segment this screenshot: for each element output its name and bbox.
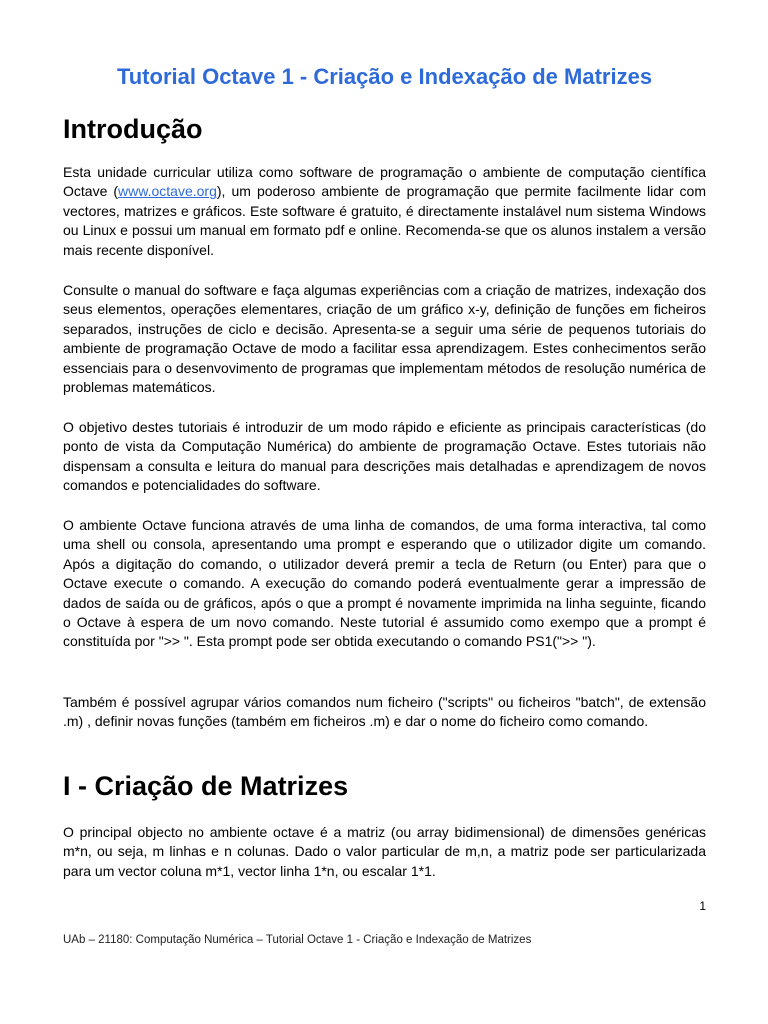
- intro-heading: Introdução: [63, 114, 203, 144]
- intro-paragraph-5: Também é possível agrupar vários comandos num ficheiro ("scripts" ou ficheiros "batch", de extensão .m) , definir novas funções (também em ficheiros .m) e dar o nome do ficheiro como comando.: [63, 694, 706, 730]
- octave-website-link[interactable]: www.octave.org: [118, 183, 217, 200]
- intro-paragraph-1: [63, 163, 706, 260]
- section-1-heading: I - Criação de Matrizes: [63, 771, 349, 801]
- page-footer: UAb – 21180: Computação Numérica – Tutorial Octave 1 - Criação e Indexação de Matrizes: [63, 934, 532, 946]
- intro-p1-text-after: ), um poderoso ambiente de programação que permite facilmente lidar com vectores, matrizes e gráficos. Este software é gratuito, é directamente instalável num sistema Windows ou Linux e possui um manual em formato pdf e online. Recomenda-se que os alunos instalem a versão mais recente disponível.: [63, 183, 706, 258]
- document-title: Tutorial Octave 1 - Criação e Indexação de Matrizes: [116, 64, 653, 89]
- intro-paragraph-2: Consulte o manual do software e faça algumas experiências com a criação de matrizes, indexação dos seus elementos, operações elementares, criação de um gráfico x-y, definição de funções em ficheiros separados, instruções de ciclo e decisão. Apresenta-se a seguir uma série de pequenos tutoriais do ambiente de programação Octave de modo a facilitar essa aprendizagem. Estes conhecimentos serão essenciais para o desenvovimento de programas que implementam métodos de resolução numérica de problemas matemáticos.: [63, 282, 706, 396]
- page-number: 1: [699, 899, 706, 913]
- intro-p1-text-before: Esta unidade curricular utiliza como software de programação o ambiente de computação científica Octave (: [63, 164, 706, 200]
- section-1-paragraph-1: O principal objecto no ambiente octave é a matriz (ou array bidimensional) de dimensões genéricas m*n, ou seja, m linhas e n colunas. Dado o valor particular de m,n, a matriz pode ser particularizada para um vector coluna m*1, vector linha 1*n, ou escalar 1*1.: [63, 824, 706, 879]
- intro-paragraph-3: O objetivo destes tutoriais é introduzir de um modo rápido e eficiente as principais características (do ponto de vista da Computação Numérica) do ambiente de programação Octave. Estes tutoriais não dispensam a consulta e leitura do manual para descrições mais detalhadas e aprendizagem de novos comandos e potencialidades do software.: [63, 419, 706, 494]
- intro-paragraph-4: O ambiente Octave funciona através de uma linha de comandos, de uma forma interactiva, tal como uma shell ou consola, apresentando uma prompt e esperando que o utilizador digite um comando. Após a digitação do comando, o utilizador deverá premir a tecla de Return (ou Enter) para que o Octave execute o comando. A execução do comando poderá eventualmente gerar a impressão de dados de saída ou de gráficos, após o que a prompt é novamente imprimida na linha seguinte, ficando o Octave à espera de um novo comando. Neste tutorial é assumido como exempo que a prompt é constituída por ">> ". Esta prompt pode ser obtida executando o comando PS1(">> ").: [63, 517, 706, 650]
